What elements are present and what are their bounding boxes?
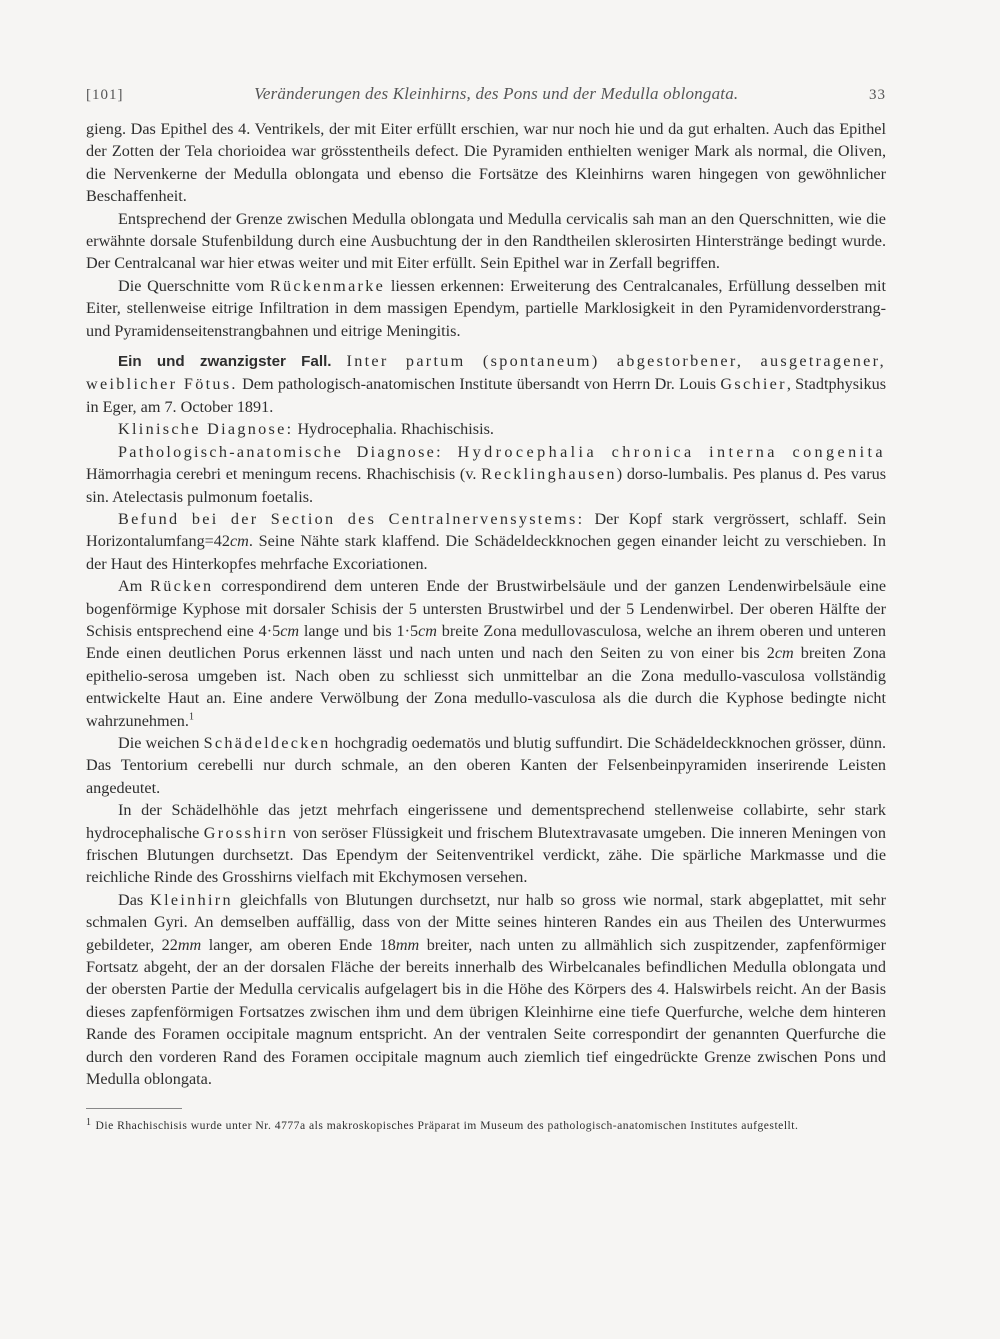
text: Die weichen: [118, 733, 204, 752]
text: Hydrocephalia. Rhachischisis.: [293, 420, 494, 439]
unit: cm: [230, 532, 249, 551]
anatomical-diagnosis: [86, 441, 886, 508]
unit: mm: [177, 935, 202, 954]
case-title: Ein und zwanzigster Fall.: [118, 353, 332, 371]
section-findings: [86, 508, 886, 575]
text: breiten Zona epithelio-serosa umgeben ist. Nach oben zu schliesst sich unmittelbar an die Zona medullo-vasculosa vollständig entwickelte Haut an. Eine andere Verwölbung der Zona medullo-vasculosa als die durch die Kyphose bedingte nicht wahrzunehmen.: [86, 644, 886, 730]
text: Die Querschnitte vom: [118, 276, 270, 295]
text: gleichfalls von Blutungen durchsetzt, nur halb so gross wie normal, stark abgeplattet, mit sehr schmalen Gyri. An demselben auffällig, dass von der Mitte seines hinteren Randes ein aus Theilen des Unterwurmes gebildeter, 22: [86, 890, 886, 954]
spaced-term: Schädeldecken: [203, 733, 331, 752]
page: [86, 84, 886, 1135]
text: Entsprechend der Grenze zwischen Medulla oblongata und Medulla cervicalis sah man an den Querschnitten, wie die erwähnte dorsale Stufenbildung durch eine Ausbuchtung der in den Randtheilen sklerosirten Hinterstränge bedingt wurde. Der Centralcanal war hier etwas weiter und mit Eiter erfüllt. Sein Epithel war in Zerfall begriffen.: [86, 209, 886, 273]
text: . Seine Nähte stark klaffend. Die Schädeldeckknochen gegen einander leicht zu verschieben. In der Haut des Hinterkopfes mehrfache Excoriationen.: [86, 532, 886, 573]
text: In der Schädelhöhle das jetzt mehrfach eingerissene und dementsprechend stellenweise collabirte, sehr stark hydrocephalische: [86, 801, 886, 842]
paragraph-scalp: [86, 732, 886, 799]
text: breiter, nach unten zu allmählich sich zuspitzender, zapfenförmiger Fortsatz abgeht, der an der dorsalen Fläche der bereits innerhalb des Wirbelcanales befindlichen Medulla oblongata und der obersten Partie der Medulla cervicalis aufgelagert bis in die Höhe des Körpers des 4. Halswirbels reicht. An der Basis dieses zapfenförmigen Fortsatzes zwischen ihm und dem übrigen Kleinhirne eine tiefe Querfurche, welche dem hinteren Rande des Foramen occipitale magnum entspricht. An der ventralen Seite correspondirt der genannten Querfurche die durch den vorderen Rand des Foramen occipitale magnum auch ziemlich tief eingedrückte Grenze zwischen Pons und Medulla oblongata.: [86, 935, 886, 1089]
text: gieng. Das Epithel des 4. Ventrikels, der mit Eiter erfüllt erschien, war nur noch hie und da gut erhalten. Auch das Epithel der Zotten der Tela chorioidea war grösstentheils defect. Die Pyramiden enthielten weniger Mark als normal, die Oliven, die Nervenkerne der Medulla oblongata und ebenso die Fortsätze des Kleinhirns waren hingegen von gewöhnlicher Beschaffenheit.: [86, 120, 886, 206]
text: Der Kopf stark vergrössert, schlaff. Sein Horizontalumfang=42: [86, 509, 886, 551]
header-left-number: [101]: [86, 87, 124, 103]
text: correspondirend dem unteren Ende der Brustwirbelsäule und der ganzen Lendenwirbelsäule eine bogenförmige Kyphose mit dorsaler Schisis der 5 untersten Brustwirbel und der 5 Lendenwirbel. Der oberen Hälfte der Schisis entsprechend eine 4·5: [86, 577, 887, 640]
spaced-term: Hydrocephalia chronica interna congenita: [442, 442, 887, 461]
text: hochgradig oedematös und blutig suffundirt. Die Schädeldeckknochen grösser, dünn. Das Tentorium cerebelli nur durch schmale, an den oberen Kanten der Felsenbeinpyramiden inserirende Leisten angedeutet.: [86, 733, 886, 797]
footnote-reference: 1: [188, 711, 194, 723]
spaced-term: Gschier: [720, 375, 787, 394]
paragraph-cerebrum: [86, 799, 886, 889]
footnote: [86, 1117, 886, 1135]
paragraph-2: [86, 208, 886, 275]
page-number: 33: [869, 87, 886, 103]
paragraph-3: [86, 275, 886, 342]
text: Am: [118, 577, 151, 596]
paragraph-1: [86, 118, 886, 208]
footnote-divider: [86, 1108, 182, 1109]
case-heading-paragraph: [86, 350, 886, 418]
running-title: Veränderungen des Kleinhirns, des Pons und der Medulla oblongata.: [254, 84, 739, 103]
spaced-term: Rückenmarke: [269, 276, 386, 295]
spaced-term: Pathologisch-anatomische Diagnose:: [118, 442, 443, 461]
text: langer, am oberen Ende 18: [201, 935, 396, 954]
spaced-term: Inter partum (spontaneum) abgestorbener, ausgetragener, weiblicher Fötus.: [86, 352, 887, 394]
paragraph-cerebellum: [86, 889, 886, 1091]
clinical-diagnosis: [86, 418, 886, 440]
spaced-term: Recklinghausen: [481, 465, 617, 484]
text: von seröser Flüssigkeit und frischem Blutextravasate umgeben. Die inneren Meningen von frischen Blutungen durchsetzt. Das Ependym der Seitenventrikel verdickt, zähe. Die spärliche Markmasse und die reichliche Rinde des Grosshirns vielfach mit Ekchymosen versehen.: [86, 823, 886, 887]
text: lange und bis 1·5: [299, 621, 419, 640]
spaced-term: Befund bei der Section des Centralnervensystems:: [118, 509, 585, 528]
body-text: [86, 118, 886, 1090]
spaced-term: Rücken: [150, 577, 214, 596]
spaced-term: Kleinhirn: [150, 890, 233, 909]
text: , Stadtphysikus in Eger, am 7. October 1891.: [86, 375, 887, 416]
paragraph-back: [86, 575, 886, 732]
running-header: [86, 84, 886, 104]
footnote-marker: 1: [86, 1116, 92, 1128]
unit: cm: [774, 644, 794, 663]
spaced-term: Klinische Diagnose:: [118, 420, 294, 439]
footnote-text: Die Rhachischisis wurde unter Nr. 4777a als makroskopisches Präparat im Museum des pathologisch-anatomischen Institutes aufgestellt.: [95, 1119, 799, 1133]
text: liessen erkennen: Erweiterung des Centralcanales, Erfüllung desselben mit Eiter, stellenweise eitrige Infiltration in dem massigen Ependym, partielle Marklosigkeit in den Pyramidenvorderstrang- und Pyramidenseitenstrangbahnen und eitrige Meningitis.: [86, 276, 887, 340]
unit: cm: [280, 621, 300, 640]
text: breite Zona medullovasculosa, welche an ihrem oberen und unteren Ende einen deutlichen Porus erkennen lässt und nach unten und nach den Seiten zu von einer bis 2: [86, 621, 886, 663]
spaced-term: Grosshirn: [203, 823, 289, 842]
unit: cm: [418, 621, 437, 640]
text: Dem pathologisch-anatomischen Institute übersandt von Herrn Dr. Louis: [237, 375, 721, 394]
text: ) dorso-lumbalis. Pes planus d. Pes varus sin. Atelectasis pulmonum foetalis.: [86, 465, 886, 506]
text: Das: [118, 890, 151, 909]
unit: mm: [395, 935, 420, 954]
text: Hämorrhagia cerebri et meningum recens. Rhachischisis (v.: [86, 465, 482, 484]
